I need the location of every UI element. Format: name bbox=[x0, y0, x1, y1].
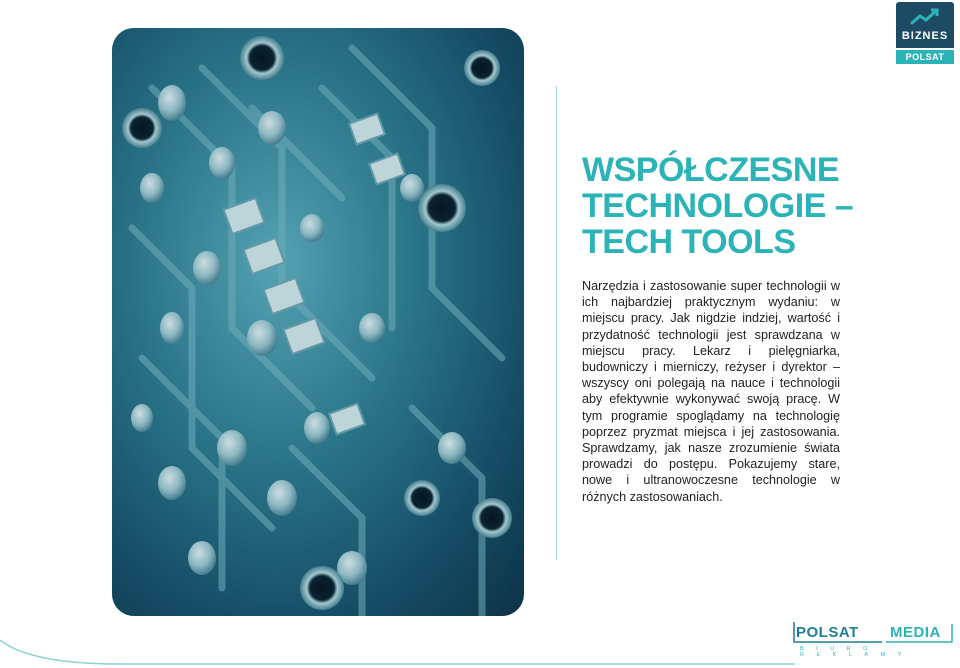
logo-word-1: POLSAT bbox=[796, 624, 859, 641]
circuit-board-photo bbox=[112, 28, 524, 616]
polsat-media-logo bbox=[792, 620, 954, 660]
title-line-1: WSPÓŁCZESNE bbox=[582, 151, 840, 189]
chart-trend-icon bbox=[910, 7, 940, 27]
description-text: Narzędzia i zastosowanie super technologii w ich najbardziej praktycznym wydaniu: w miejscu pracy. Jak nigdzie indziej, wartość i przydatność technologii jest sprawdzana w miejscu pracy. Lekarz i pielęgniarka, budowniczy i mierniczy, reżyser i dyrektor – wszyscy oni polegają na nauce i technologii aby efektywnie wykonywać swoją pracę. W tym programie spoglądamy na technologię poprzez pryzmat miejsca i jej zastosowania. Sprawdzamy, jak nasze zrozumienie świata prowadzi do postępu. Pokazujemy stare, nowe i ultranowoczesne technologie w różnych zastosowaniach. bbox=[582, 279, 840, 504]
page-title bbox=[582, 152, 912, 260]
logo-line-1: BIZNES bbox=[901, 30, 949, 42]
logo-subtitle: BIURO REKLAMY bbox=[800, 646, 914, 658]
vertical-divider bbox=[556, 86, 557, 560]
title-line-2: TECHNOLOGIE – bbox=[582, 187, 854, 225]
biznes-polsat-logo bbox=[896, 2, 954, 64]
logo-line-2: POLSAT bbox=[896, 50, 954, 64]
logo-word-2: MEDIA bbox=[890, 624, 941, 641]
title-line-3: TECH TOOLS bbox=[582, 223, 796, 261]
